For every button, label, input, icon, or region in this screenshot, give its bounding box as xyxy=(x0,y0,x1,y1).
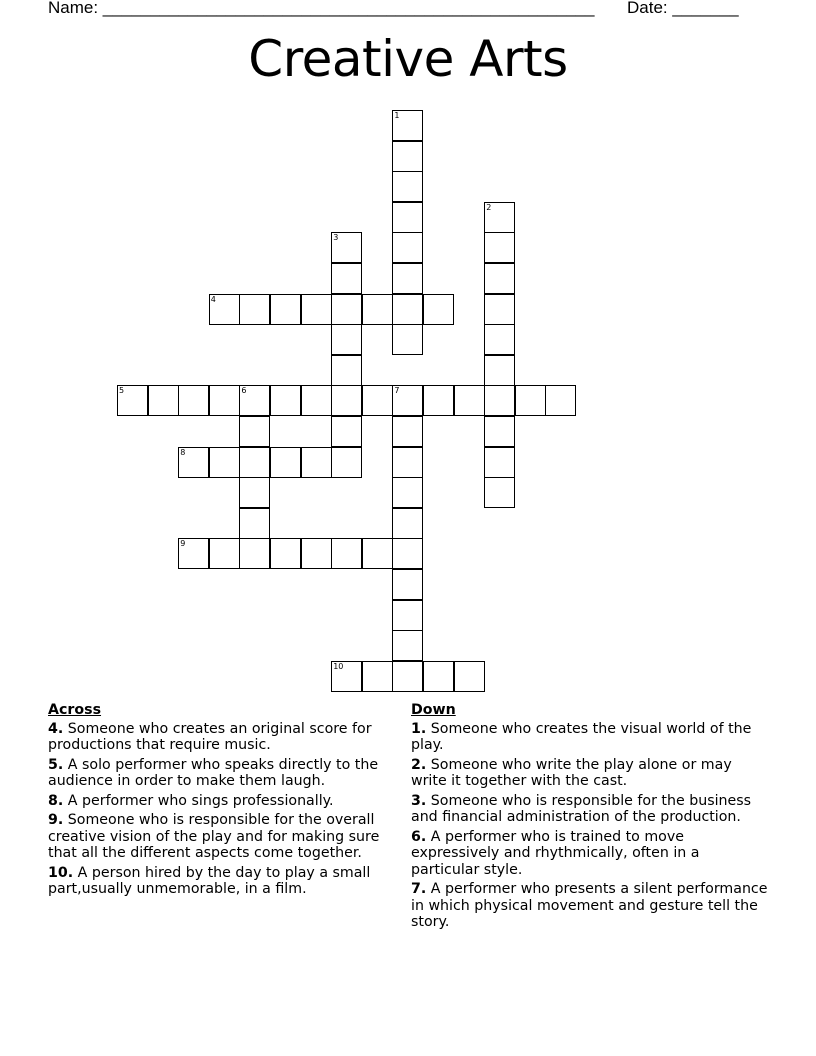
down-clues xyxy=(411,702,771,934)
down-clue xyxy=(411,829,771,879)
across-clue xyxy=(48,812,408,862)
clue-text: Someone who creates an original score for productions that require music. xyxy=(48,720,372,753)
name-line: Name: ____________________________________________________ xyxy=(48,0,595,17)
grid-cell[interactable] xyxy=(331,355,362,386)
grid-cell[interactable] xyxy=(178,385,209,416)
grid-cell[interactable] xyxy=(362,538,393,569)
grid-cell[interactable] xyxy=(331,324,362,355)
clue-text: A performer who sings professionally. xyxy=(67,792,334,809)
grid-cell[interactable] xyxy=(392,538,423,569)
grid-cell[interactable] xyxy=(392,171,423,202)
grid-cell[interactable] xyxy=(331,232,362,263)
grid-cell[interactable] xyxy=(270,538,301,569)
grid-cell[interactable] xyxy=(331,447,362,478)
grid-cell[interactable] xyxy=(239,294,270,325)
grid-cell[interactable] xyxy=(392,385,423,416)
grid-cell[interactable] xyxy=(484,263,515,294)
clue-number: 5. xyxy=(48,756,64,773)
grid-cell[interactable] xyxy=(392,630,423,661)
grid-cell[interactable] xyxy=(484,385,515,416)
grid-cell[interactable] xyxy=(362,294,393,325)
across-heading: Across xyxy=(48,702,102,718)
puzzle-title: Creative Arts xyxy=(248,30,568,88)
clue-number: 6. xyxy=(411,828,427,845)
grid-cell[interactable] xyxy=(392,661,423,692)
grid-cell[interactable] xyxy=(117,385,148,416)
grid-cell[interactable] xyxy=(239,538,270,569)
grid-cell[interactable] xyxy=(454,661,485,692)
grid-cell[interactable] xyxy=(209,447,240,478)
grid-cell[interactable] xyxy=(484,202,515,233)
grid-cell[interactable] xyxy=(209,385,240,416)
grid-cell[interactable] xyxy=(301,294,332,325)
clue-number: 9. xyxy=(48,812,64,828)
grid-cell[interactable] xyxy=(301,538,332,569)
grid-cell[interactable] xyxy=(392,324,423,355)
grid-cell[interactable] xyxy=(331,294,362,325)
across-clue xyxy=(48,793,408,810)
cell-number: 1 xyxy=(394,111,400,120)
grid-cell[interactable] xyxy=(392,447,423,478)
clue-text: A performer who is trained to move expressively and rhythmically, often in a particular style. xyxy=(411,828,700,878)
grid-cell[interactable] xyxy=(270,447,301,478)
clue-text: A person hired by the day to play a small part,usually unmemorable, in a film. xyxy=(48,864,371,897)
cell-number: 7 xyxy=(394,386,400,396)
grid-cell[interactable] xyxy=(484,477,515,508)
cell-number: 3 xyxy=(333,233,339,243)
grid-cell[interactable] xyxy=(270,385,301,416)
grid-cell[interactable] xyxy=(239,508,270,539)
down-clue xyxy=(411,881,771,931)
grid-cell[interactable] xyxy=(515,385,546,416)
across-clue xyxy=(48,721,408,754)
grid-cell[interactable] xyxy=(301,447,332,478)
grid-cell[interactable] xyxy=(484,447,515,478)
grid-cell[interactable] xyxy=(484,416,515,447)
clue-text: Someone who is responsible for the business and financial administration of the production. xyxy=(411,792,752,825)
grid-cell[interactable] xyxy=(392,294,423,325)
down-clue xyxy=(411,757,771,790)
across-clue xyxy=(48,757,408,790)
grid-cell[interactable] xyxy=(178,538,209,569)
grid-cell[interactable] xyxy=(423,385,454,416)
grid-cell[interactable] xyxy=(239,477,270,508)
clue-number: 3. xyxy=(411,792,427,809)
grid-cell[interactable] xyxy=(331,416,362,447)
grid-cell[interactable] xyxy=(331,661,362,692)
clue-number: 2. xyxy=(411,756,427,773)
grid-cell[interactable] xyxy=(392,110,423,141)
grid-cell[interactable] xyxy=(392,569,423,600)
grid-cell[interactable] xyxy=(209,294,240,325)
grid-cell[interactable] xyxy=(423,661,454,692)
cell-number: 2 xyxy=(486,202,492,212)
grid-cell[interactable] xyxy=(331,263,362,294)
clue-text: Someone who is responsible for the overall creative vision of the play and for making sure that all the different aspects come together. xyxy=(48,812,380,861)
grid-cell[interactable] xyxy=(484,355,515,386)
clue-number: 7. xyxy=(411,881,427,897)
grid-cell[interactable] xyxy=(484,232,515,263)
grid-cell[interactable] xyxy=(209,538,240,569)
grid-cell[interactable] xyxy=(178,447,209,478)
grid-cell[interactable] xyxy=(392,416,423,447)
cell-number: 4 xyxy=(210,294,216,304)
grid-cell[interactable] xyxy=(362,385,393,416)
grid-cell[interactable] xyxy=(301,385,332,416)
grid-cell[interactable] xyxy=(392,477,423,508)
across-clue xyxy=(48,865,408,898)
down-clue xyxy=(411,793,771,826)
cell-number: 6 xyxy=(241,386,247,396)
grid-cell[interactable] xyxy=(423,294,454,325)
grid-cell[interactable] xyxy=(484,294,515,325)
clue-number: 10. xyxy=(48,864,74,881)
down-heading: Down xyxy=(411,702,456,718)
grid-cell[interactable] xyxy=(148,385,179,416)
cell-number: 10 xyxy=(333,661,344,671)
across-clues xyxy=(48,702,408,901)
date-line: Date: _______ xyxy=(627,0,739,17)
grid-cell[interactable] xyxy=(392,263,423,294)
clue-text: A solo performer who speaks directly to the audience in order to make them laugh. xyxy=(48,756,379,789)
grid-cell[interactable] xyxy=(454,385,485,416)
cell-number: 9 xyxy=(180,539,186,549)
grid-cell[interactable] xyxy=(545,385,576,416)
grid-cell[interactable] xyxy=(331,385,362,416)
clue-number: 1. xyxy=(411,720,427,737)
grid-cell[interactable] xyxy=(239,416,270,447)
grid-cell[interactable] xyxy=(331,538,362,569)
grid-cell[interactable] xyxy=(484,324,515,355)
grid-cell[interactable] xyxy=(392,202,423,233)
grid-cell[interactable] xyxy=(392,141,423,172)
clue-text: Someone who creates the visual world of the play. xyxy=(411,720,752,753)
grid-cell[interactable] xyxy=(392,232,423,263)
cell-number: 8 xyxy=(180,447,186,457)
clue-number: 4. xyxy=(48,720,64,737)
grid-cell[interactable] xyxy=(362,661,393,692)
cell-number: 5 xyxy=(119,386,125,396)
clue-number: 8. xyxy=(48,792,64,809)
grid-cell[interactable] xyxy=(239,447,270,478)
grid-cell[interactable] xyxy=(270,294,301,325)
grid-cell[interactable] xyxy=(392,600,423,631)
clue-text: A performer who presents a silent performance in which physical movement and gesture tell the story. xyxy=(411,881,768,930)
down-clue xyxy=(411,721,771,754)
clue-text: Someone who write the play alone or may write it together with the cast. xyxy=(411,756,732,789)
grid-cell[interactable] xyxy=(239,385,270,416)
grid-cell[interactable] xyxy=(392,508,423,539)
